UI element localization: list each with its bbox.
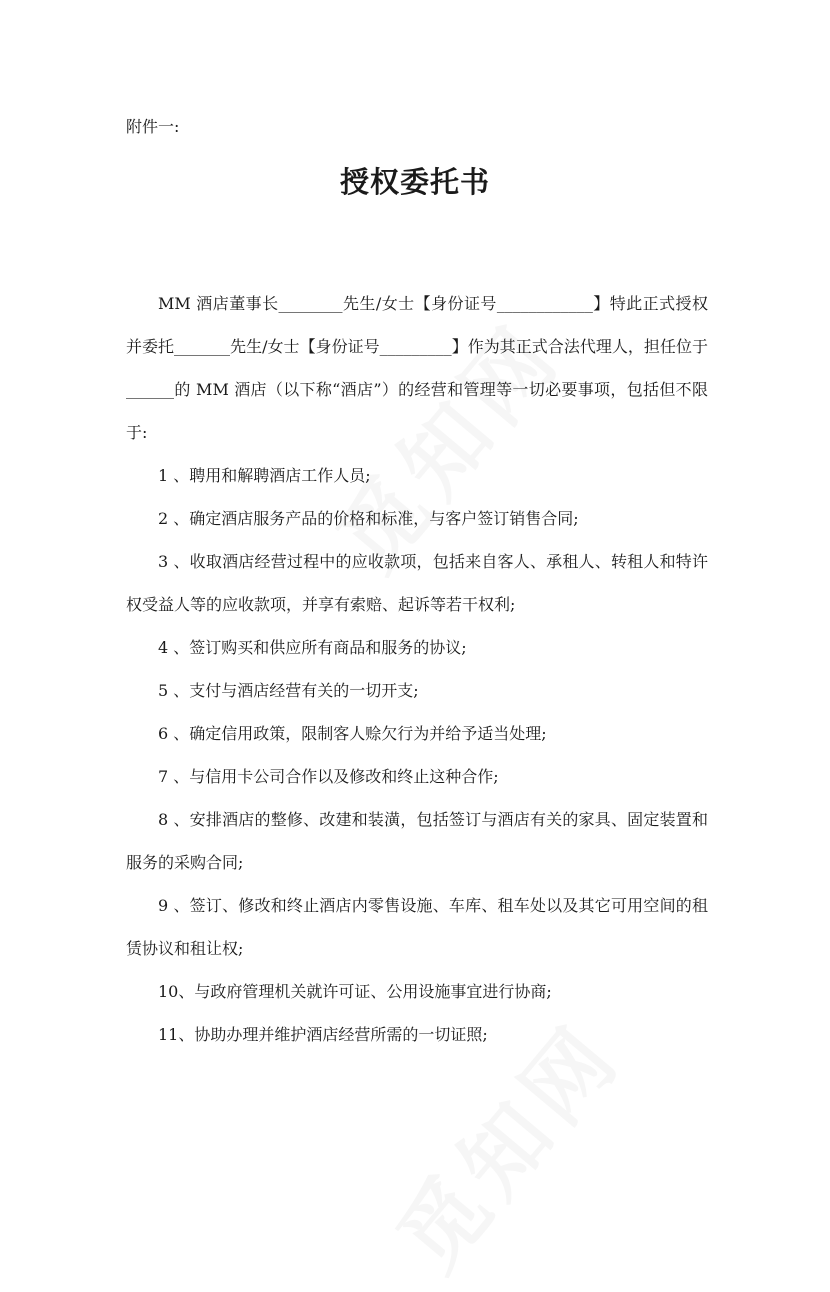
document-body xyxy=(126,282,708,1056)
list-item: 4 、签订购买和供应所有商品和服务的协议; xyxy=(158,638,467,657)
document-title: 授权委托书 xyxy=(339,165,490,199)
list-item: 3 、收取酒店经营过程中的应收款项，包括来自客人、承租人、转租人和特许权受益人等的应收款项，并享有索赔、起诉等若干权利; xyxy=(126,552,708,614)
list-item: 10、与政府管理机关就许可证、公用设施事宜进行协商; xyxy=(158,982,552,1001)
list-item: 9 、签订、修改和终止酒店内零售设施、车库、租车处以及其它可用空间的租赁协议和租让权; xyxy=(126,896,708,958)
list-item: 7 、与信用卡公司合作以及修改和终止这种合作; xyxy=(158,767,499,786)
intro-paragraph: MM 酒店董事长________先生/女士【身份证号____________】特此正式授权并委托_______先生/女士【身份证号_________】作为其正式合法代理人，担任位于______的 MM 酒店（以下称“酒店”）的经营和管理等一切必要事项，包括但不限于: xyxy=(126,294,708,442)
list-item: 11、协助办理并维护酒店经营所需的一切证照; xyxy=(158,1025,488,1044)
list-item: 6 、确定信用政策，限制客人赊欠行为并给予适当处理; xyxy=(158,724,547,743)
list-item: 2 、确定酒店服务产品的价格和标准，与客户签订销售合同; xyxy=(158,509,579,528)
list-item: 8 、安排酒店的整修、改建和装潢，包括签订与酒店有关的家具、固定装置和服务的采购合同; xyxy=(126,810,708,872)
list-item: 5 、支付与酒店经营有关的一切开支; xyxy=(158,681,419,700)
list-item: 1 、聘用和解聘酒店工作人员; xyxy=(158,466,371,485)
attachment-label: 附件一: xyxy=(126,117,180,136)
